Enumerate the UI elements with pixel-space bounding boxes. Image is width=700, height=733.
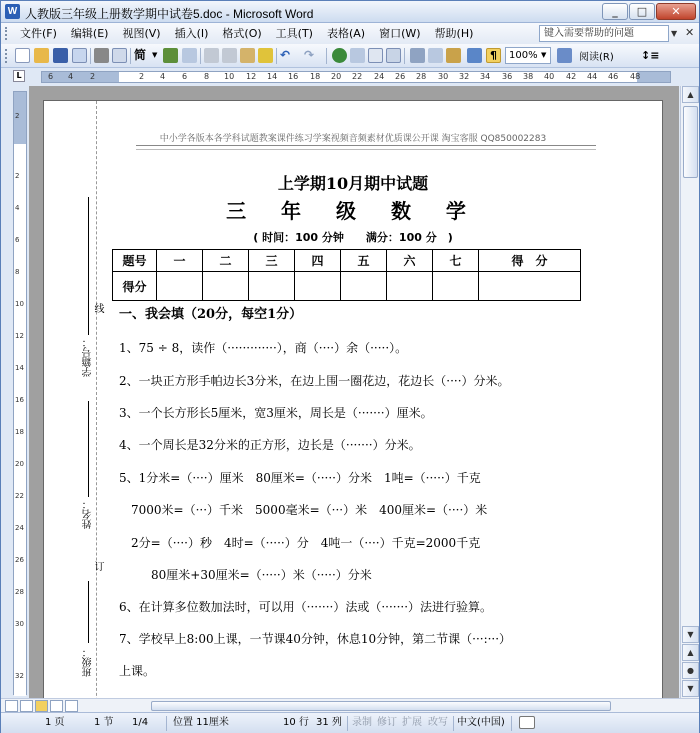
ruler-number: 14 xyxy=(15,364,24,372)
menu-edit[interactable]: 编辑(E) xyxy=(70,27,109,40)
name-underline xyxy=(88,401,89,497)
page-header: 中小学各版本各学科试题教案课件练习学案视频音频素材优质课公开课 淘宝客服 QQ850002283 xyxy=(159,134,547,144)
status-divider xyxy=(453,716,454,731)
status-pages: 1/4 xyxy=(132,717,149,728)
student-id-label: 学籍号： xyxy=(83,337,94,377)
score-table[interactable] xyxy=(112,249,581,301)
binding-line-label: 订 xyxy=(92,561,103,571)
menu-bar xyxy=(1,23,699,44)
horizontal-scroll-thumb[interactable] xyxy=(151,701,611,711)
reading-view-icon[interactable] xyxy=(65,700,78,712)
word-app-icon[interactable]: W xyxy=(5,4,20,19)
zoom-select[interactable]: 100% xyxy=(505,47,551,64)
question-line: 2、一块正方形手帕边长3分米，在边上围一圈花边，花边长（····）分米。 xyxy=(119,374,510,388)
status-divider xyxy=(347,716,348,731)
question-line: 1、75 ÷ 8，读作（·············），商（····）余（·····）。 xyxy=(119,341,408,355)
ruler-number: 32 xyxy=(459,72,470,81)
toolbar-separator xyxy=(276,48,277,64)
scroll-up-icon[interactable]: ▲ xyxy=(682,86,699,103)
toolbar-separator xyxy=(130,48,131,64)
close-button[interactable]: ✕ xyxy=(656,3,696,20)
ruler-number: 48 xyxy=(630,72,641,81)
header-rule-thin xyxy=(136,149,596,150)
toolbar-separator xyxy=(200,48,201,64)
ruler-number: 2 xyxy=(15,112,20,120)
print-icon[interactable] xyxy=(94,48,109,63)
menu-format[interactable]: 格式(O) xyxy=(222,27,262,40)
status-bar xyxy=(1,712,699,733)
reading-mode-button[interactable]: 阅读(R) xyxy=(579,52,614,63)
tables-borders-icon[interactable] xyxy=(350,48,365,63)
ruler-number: 22 xyxy=(15,492,24,500)
exam-time-info: ( 时间：100 分钟 满分：100 分 ) xyxy=(253,231,453,244)
menu-view[interactable]: 视图(V) xyxy=(122,27,161,40)
ruler-number: 34 xyxy=(480,72,491,81)
menu-insert[interactable]: 插入(I) xyxy=(174,27,209,40)
ruler-number: 10 xyxy=(224,72,235,81)
ruler-number: 2 xyxy=(15,172,20,180)
ruler-number: 12 xyxy=(15,332,24,340)
columns-icon[interactable] xyxy=(410,48,425,63)
ruler-number: 4 xyxy=(160,72,166,81)
document-map-icon[interactable] xyxy=(446,48,461,63)
ruler-number: 16 xyxy=(15,396,24,404)
tab-selector[interactable]: L xyxy=(13,70,25,82)
paragraph-mark-icon[interactable]: ¶ xyxy=(486,48,501,63)
score-table-cell[interactable] xyxy=(387,272,433,301)
exam-subject: 三 年 级 数 学 xyxy=(226,199,480,223)
zoom-dropdown-icon[interactable]: ▼ xyxy=(541,51,547,59)
ruler-number: 4 xyxy=(15,204,20,212)
help-dropdown-icon[interactable]: ▼ xyxy=(671,29,678,38)
menu-table[interactable]: 表格(A) xyxy=(326,27,366,40)
ruler-number: 24 xyxy=(374,72,385,81)
cut-icon[interactable] xyxy=(204,48,219,63)
ruler-number: 6 xyxy=(182,72,188,81)
toolbar-separator xyxy=(404,48,405,64)
menu-tools[interactable]: 工具(T) xyxy=(275,27,313,40)
exam-title: 上学期10月期中试题 xyxy=(277,174,429,193)
document-area[interactable] xyxy=(29,86,679,698)
horizontal-scrollbar[interactable] xyxy=(1,698,699,712)
menu-grip-handle[interactable] xyxy=(5,27,8,40)
title-bar[interactable] xyxy=(1,1,699,23)
name-label: 姓名： xyxy=(83,499,94,529)
score-table-header[interactable]: 四 xyxy=(295,250,341,272)
status-page: 1 页 xyxy=(45,717,65,728)
ruler-number: 28 xyxy=(15,588,24,596)
ruler-text-area xyxy=(14,144,26,696)
ruler-number: 20 xyxy=(331,72,342,81)
status-divider xyxy=(166,716,167,731)
score-table-cell[interactable]: 得分 xyxy=(113,272,157,301)
menu-file[interactable]: 文件(F) xyxy=(20,27,57,40)
status-line: 10 行 xyxy=(283,717,309,728)
score-table-header[interactable]: 二 xyxy=(203,250,249,272)
cut-line-label: 线 xyxy=(92,303,103,313)
menu-window[interactable]: 窗口(W) xyxy=(379,27,421,40)
paste-icon[interactable] xyxy=(240,48,255,63)
toolbar-grip-handle[interactable] xyxy=(5,49,8,63)
hyperlink-icon[interactable] xyxy=(332,48,347,63)
question-line: 4、一个周长是32分米的正方形，边长是（·······）分米。 xyxy=(119,438,421,452)
ruler-number: 18 xyxy=(310,72,321,81)
score-table-cell[interactable] xyxy=(433,272,479,301)
spelling-status-icon[interactable] xyxy=(519,716,535,729)
question-line: 7000米=（···）千米 5000毫米=（···）米 400厘米=（····）米 xyxy=(119,503,488,517)
ruler-number: 14 xyxy=(267,72,278,81)
ruler-number: 24 xyxy=(15,524,24,532)
vertical-scroll-thumb[interactable] xyxy=(683,106,698,178)
score-table-cell[interactable] xyxy=(203,272,249,301)
ruler-number: 4 xyxy=(68,72,74,81)
ruler-number: 26 xyxy=(15,556,24,564)
horizontal-ruler[interactable] xyxy=(41,71,671,83)
maximize-button[interactable]: □ xyxy=(629,3,655,20)
status-column: 31 列 xyxy=(316,717,342,728)
status-track-changes[interactable]: 修订 xyxy=(377,717,397,728)
score-table-cell[interactable] xyxy=(479,272,581,301)
copy-icon[interactable] xyxy=(222,48,237,63)
score-table-header[interactable]: 题号 xyxy=(113,250,157,272)
status-section: 1 节 xyxy=(94,717,114,728)
toolbar-separator xyxy=(326,48,327,64)
class-label: 班级： xyxy=(83,647,94,677)
question-line: 3、一个长方形长5厘米，宽3厘米，周长是（·······）厘米。 xyxy=(119,406,433,420)
help-icon[interactable] xyxy=(557,48,572,63)
standard-toolbar xyxy=(1,44,699,68)
normal-view-icon[interactable] xyxy=(5,700,18,712)
previous-page-icon[interactable]: ▲ xyxy=(682,644,699,661)
show-hide-icon[interactable] xyxy=(467,48,482,63)
score-table-cell[interactable] xyxy=(157,272,203,301)
score-table-header[interactable]: 七 xyxy=(433,250,479,272)
ruler-number: 38 xyxy=(523,72,534,81)
menu-help[interactable]: 帮助(H) xyxy=(434,27,474,40)
ruler-number: 16 xyxy=(288,72,299,81)
score-table-header[interactable]: 得 分 xyxy=(479,250,581,272)
ruler-number: 42 xyxy=(566,72,577,81)
save-icon[interactable] xyxy=(53,48,68,63)
question-line: 2分=（····）秒 4时=（·····）分 4吨一（····）千克=2000千克 xyxy=(119,536,481,550)
status-divider xyxy=(511,716,512,731)
question-line: 7、学校早上8:00上课，一节课40分钟，休息10分钟，第二节课（···:···） xyxy=(119,632,512,646)
ruler-number: 32 xyxy=(15,672,24,680)
print-view-icon[interactable] xyxy=(35,700,48,712)
status-position: 位置 11厘米 xyxy=(173,717,229,728)
insert-excel-icon[interactable] xyxy=(386,48,401,63)
next-page-icon[interactable]: ▼ xyxy=(682,680,699,697)
question-line: 上课。 xyxy=(119,664,156,678)
score-table-header[interactable]: 三 xyxy=(249,250,295,272)
ruler-number: 28 xyxy=(416,72,427,81)
ruler-number: 30 xyxy=(438,72,449,81)
ruler-number: 10 xyxy=(15,300,24,308)
score-table-header[interactable]: 五 xyxy=(341,250,387,272)
ruler-number: 6 xyxy=(48,72,54,81)
ruler-number: 46 xyxy=(608,72,619,81)
ruler-number: 44 xyxy=(587,72,598,81)
redo-icon[interactable]: ↷ xyxy=(304,48,315,62)
ruler-number: 40 xyxy=(544,72,555,81)
new-document-icon[interactable] xyxy=(15,48,30,63)
document-page[interactable] xyxy=(43,100,663,698)
ruler-number: 26 xyxy=(395,72,406,81)
ruler-number: 20 xyxy=(15,460,24,468)
format-painter-icon[interactable] xyxy=(258,48,273,63)
web-view-icon[interactable] xyxy=(20,700,33,712)
outline-view-icon[interactable] xyxy=(50,700,63,712)
help-search-input[interactable]: 键入需要帮助的问题 xyxy=(539,25,669,42)
question-line: 80厘米+30厘米=（·····）米（·····）分米 xyxy=(139,568,372,582)
header-rule xyxy=(136,145,596,146)
question-line: 6、在计算多位数加法时，可以用（·······）法或（·······）法进行验算。 xyxy=(119,600,493,614)
class-underline xyxy=(88,581,89,643)
dropdown-arrow-icon[interactable]: ▼ xyxy=(152,51,158,59)
status-record[interactable]: 录制 xyxy=(352,717,372,728)
status-language[interactable]: 中文(中国) xyxy=(457,717,505,728)
ruler-number: 12 xyxy=(246,72,257,81)
open-folder-icon[interactable] xyxy=(34,48,49,63)
ruler-number: 2 xyxy=(139,72,145,81)
question-line: 5、1分米=（····）厘米 80厘米=（·····）分米 1吨=（·····）千克 xyxy=(119,471,481,485)
score-table-header[interactable]: 六 xyxy=(387,250,433,272)
ruler-number: 36 xyxy=(502,72,513,81)
minimize-button[interactable]: _ xyxy=(602,3,628,20)
close-document-icon[interactable]: ✕ xyxy=(685,26,695,39)
score-table-cell[interactable] xyxy=(341,272,387,301)
research-icon[interactable] xyxy=(182,48,197,63)
status-overtype[interactable]: 改写 xyxy=(428,717,448,728)
section-heading: 一、我会填（20分，每空1分） xyxy=(119,307,303,322)
line-spacing-icon[interactable]: ↕≡ xyxy=(641,49,660,62)
simplified-chinese-icon[interactable]: 简 xyxy=(134,48,147,62)
ruler-number: 2 xyxy=(90,72,96,81)
window-title: 人教版三年级上册数学期中试卷5.doc - Microsoft Word xyxy=(25,7,314,21)
undo-icon[interactable]: ↶ xyxy=(280,48,291,62)
ruler-number: 30 xyxy=(15,620,24,628)
score-table-cell[interactable] xyxy=(249,272,295,301)
spelling-icon[interactable] xyxy=(163,48,178,63)
browse-object-icon[interactable]: ● xyxy=(682,662,699,679)
ruler-number: 8 xyxy=(204,72,210,81)
ruler-number: 8 xyxy=(15,268,20,276)
vertical-scrollbar[interactable] xyxy=(680,86,699,698)
print-preview-icon[interactable] xyxy=(112,48,127,63)
status-extend[interactable]: 扩展 xyxy=(402,717,422,728)
score-table-header[interactable]: 一 xyxy=(157,250,203,272)
scroll-down-icon[interactable]: ▼ xyxy=(682,626,699,643)
ruler-number: 22 xyxy=(352,72,363,81)
ruler-number: 18 xyxy=(15,428,24,436)
ruler-number: 6 xyxy=(15,236,20,244)
permission-icon[interactable] xyxy=(72,48,87,63)
vertical-ruler[interactable] xyxy=(13,91,27,695)
insert-table-icon[interactable] xyxy=(368,48,383,63)
ruler-row xyxy=(1,68,699,85)
toolbar-separator xyxy=(90,48,91,64)
drawing-icon[interactable] xyxy=(428,48,443,63)
score-table-cell[interactable] xyxy=(295,272,341,301)
